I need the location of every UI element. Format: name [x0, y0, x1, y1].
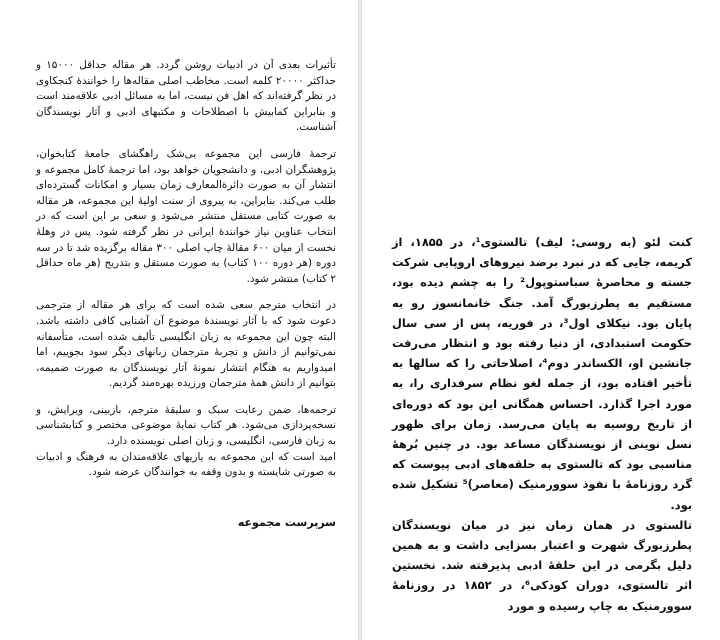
preface-paragraph-4: ترجمه‌ها، ضمن رعایت سبک و سلیقهٔ مترجم، بازبینی، ویرایش، و نسخه‌پردازی می‌شود. هر کتاب نمایهٔ موضوعی مختصر و کتابشناسی به زبان فارسی، انگلیسی، و زبان اصلی نویسنده دارد. — [36, 403, 336, 448]
preface-text — [36, 58, 336, 492]
preface-paragraph-5: امید است که این مجموعه به یاریهای علاقه‌مندان به فرهنگ و ادبیات به صورتی شایسته و بدون وقفه به خوانندگان عرضه شود. — [36, 450, 336, 479]
preface-paragraph-3: در انتخاب مترجم سعی شده است که برای هر مقاله از مترجمی دعوت شود که با آثار نویسندهٔ موضوع آن آشنایی کافی داشته باشد. البته چون این مجموعه به زبان انگلیسی تألیف شده است، متأسفانه نمی‌توانیم از دانش و تجربهٔ مترجمان زبانهای دیگر سود بجوییم، اما امیدواریم به هنگام انتشار نمونهٔ آثار نویسندگان به صورت ضمیمه، بتوانیم از دانش همهٔ مترجمان ورزیده بهره‌مند گردیم. — [36, 299, 336, 390]
preface-paragraph-2: ترجمهٔ فارسی این مجموعه بی‌شک راهگشای جامعهٔ کتابخوان، پژوهشگران ادبی، و دانشجویان خواهد بود، اما ترجمهٔ کامل مجموعه و انتشار آن به صورت دائرةالمعارف زمان بسیار و امکانات گسترده‌ای طلب می‌کند. بنابراین، به پیروی از سنت اولیهٔ این مجموعه، هر مقاله به صورت کتابی مستقل منتشر می‌شود و سعی بر این است که در انتخاب عناوین نیاز خوانندهٔ ایرانی در نظر گرفته شود. پس در وهلهٔ نخست از میان ۶۰۰ مقالهٔ چاپ اصلی ۳۰۰ مقاله برگزیده شد تا در سه دوره (هر دوره ۱۰۰ کتاب) به صورت مستقل و بتدریج (هر ماه حداقل ۲ کتاب) منتشر شود. — [36, 147, 337, 285]
preface-paragraph-1: تأثیرات بعدی آن در ادبیات روشن گردد. هر مقاله حداقل ۱۵۰۰۰ و حداکثر ۲۰۰۰۰ کلمه است. مخاطب اصلی مقاله‌ها را خوانندهٔ کنجکاوی در نظر گرفته‌اند که اهل فن نیست، اما به مسائل ادبی علاقه‌مند است و بنابراین کمابیش با اصطلاحات و مکتبهای ادبی و آثار نویسندگان آشناست. — [36, 59, 336, 134]
right-page — [364, 0, 720, 640]
left-page — [0, 0, 356, 640]
chapter-text — [392, 232, 692, 616]
series-editor-signature: سرپرست مجموعه — [237, 516, 336, 529]
chapter-paragraph-2: تالستوی در همان زمان نیز در میان نویسندگان پطرزبورگ شهرت و اعتبار بسزایی داشت و به همین دلیل بگرمی در این حلقهٔ ادبی پذیرفته شد. نخستین اثر تالستوی، دوران کودکی⁶، در ۱۸۵۲ در روزنامهٔ سوورمنیک به چاپ رسیده و مورد — [392, 517, 693, 613]
chapter-paragraph-1: کنت لئو (به روسی: لیف) تالستوی¹، در ۱۸۵۵، از کریمه، جایی که در نبرد برضد نیروهای اروپایی شرکت جسته و محاصرهٔ سباستوپول² را به چشم دیده بود، مستقیم به پطرزبورگ آمد. جنگ خانمانسوز رو به پایان بود. نیکلای اول³، در فوریه، پس از سی سال حکومت استبدادی، از دنیا رفته بود و انتظار می‌رفت جانشین او، الکساندر دوم⁴، اصلاحاتی را که سالها به تأخیر افتاده بود، از جمله لغو نظام سرفداری را، به مورد اجرا گذارد. احساس همگانی این بود که دوره‌ای از تاریخ روسیه به پایان می‌رسد. زمان برای ظهور نسل نوینی از نویسندگان مساعد بود. در چنین بُرههٔ مناسبی بود که تالستوی به حلقه‌های ادبی پیوست که گرد روزنامهٔ با نفوذ سوورمنیک (معاصر)⁵ تشکیل شده بود. — [392, 235, 693, 512]
book-gutter — [358, 0, 362, 640]
